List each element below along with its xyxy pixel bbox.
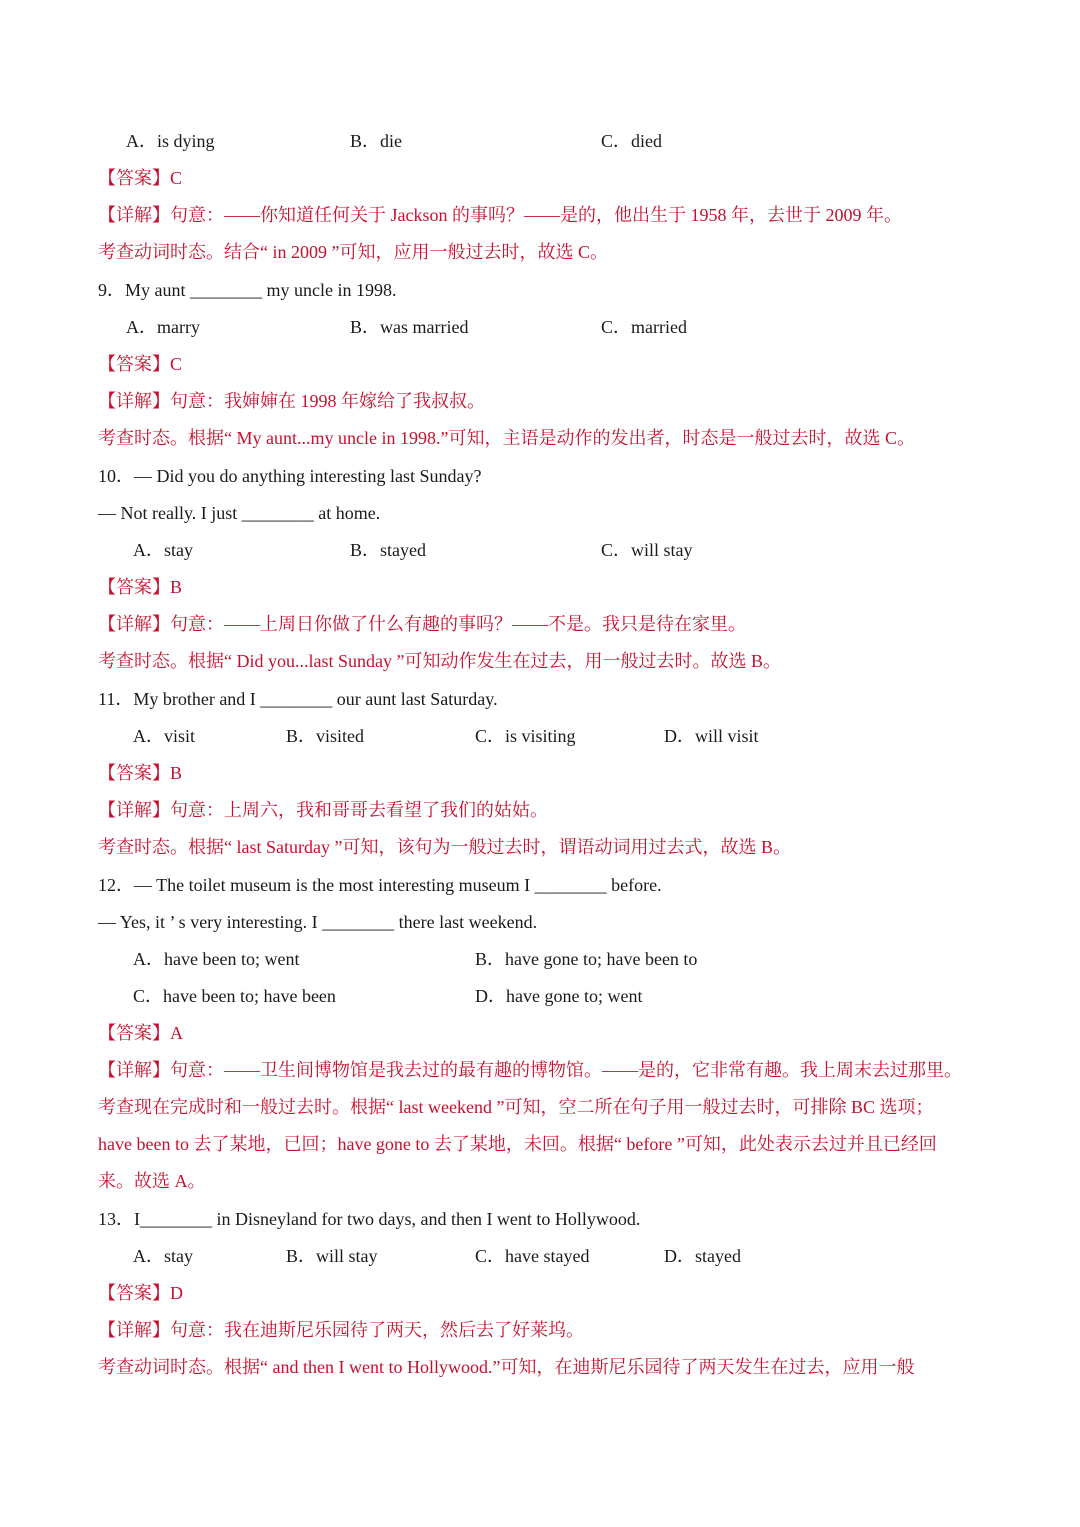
q10-option-a: A．stay: [133, 540, 193, 560]
q12-option-d: D．have gone to; went: [475, 986, 643, 1006]
q11-explain-2: 考查时态。根据“ last Saturday ”可知，该句为一般过去时，谓语动词用过去式，故选 B。: [98, 837, 791, 857]
q11-explain-1: 【详解】句意：上周六，我和哥哥去看望了我们的姑姑。: [98, 800, 548, 820]
q11-option-c: C．is visiting: [475, 726, 576, 746]
q8-option-b: B．die: [350, 131, 402, 151]
q12-answer: 【答案】A: [98, 1023, 183, 1043]
q9-explain-2: 考查时态。根据“ My aunt...my uncle in 1998.”可知，主语是动作的发出者，时态是一般过去时，故选 C。: [98, 428, 915, 448]
q8-answer: 【答案】C: [98, 168, 183, 188]
q10-answer: 【答案】B: [98, 577, 183, 597]
q9-stem: 9．My aunt ________ my uncle in 1998.: [98, 280, 397, 300]
q10-option-c: C．will stay: [601, 540, 693, 560]
q13-explain-2: 考查动词时态。根据“ and then I went to Hollywood.”可知，在迪斯尼乐园待了两天发生在过去，应用一般: [98, 1357, 915, 1377]
q11-answer: 【答案】B: [98, 763, 183, 783]
q10-stem-1: 10．— Did you do anything interesting last Sunday?: [98, 466, 482, 486]
q8-explain-1: 【详解】句意：——你知道任何关于 Jackson 的事吗？——是的，他出生于 1958 年，去世于 2009 年。: [98, 205, 902, 225]
q13-option-c: C．have stayed: [475, 1246, 590, 1266]
q13-stem: 13．I________ in Disneyland for two days, and then I went to Hollywood.: [98, 1209, 641, 1229]
q8-explain-2: 考查动词时态。结合“ in 2009 ”可知，应用一般过去时，故选 C。: [98, 242, 608, 262]
q9-option-c: C．married: [601, 317, 687, 337]
q12-explain-1: 【详解】句意：——卫生间博物馆是我去过的最有趣的博物馆。——是的，它非常有趣。我上周末去过那里。: [98, 1060, 962, 1080]
q13-option-d: D．stayed: [664, 1246, 741, 1266]
q9-option-a: A．marry: [126, 317, 200, 337]
q9-answer: 【答案】C: [98, 354, 183, 374]
q9-option-b: B．was married: [350, 317, 469, 337]
q12-explain-4: 来。故选 A。: [98, 1171, 206, 1191]
q12-stem-1: 12．— The toilet museum is the most interesting museum I ________ before.: [98, 875, 662, 895]
q11-option-b: B．visited: [286, 726, 365, 746]
q10-option-b: B．stayed: [350, 540, 426, 560]
q13-option-b: B．will stay: [286, 1246, 378, 1266]
q13-option-a: A．stay: [133, 1246, 193, 1266]
q12-explain-3: have been to 去了某地，已回；have gone to 去了某地，未回。根据“ before ”可知，此处表示去过并且已经回: [98, 1134, 937, 1154]
q10-explain-1: 【详解】句意：——上周日你做了什么有趣的事吗？——不是。我只是待在家里。: [98, 614, 746, 634]
q12-explain-2: 考查现在完成时和一般过去时。根据“ last weekend ”可知，空二所在句子用一般过去时，可排除 BC 选项；: [98, 1097, 934, 1117]
q11-option-a: A．visit: [133, 726, 196, 746]
q12-option-c: C．have been to; have been: [133, 986, 336, 1006]
q11-stem: 11．My brother and I ________ our aunt last Saturday.: [98, 689, 498, 709]
q12-option-a: A．have been to; went: [133, 949, 300, 969]
q8-option-c: C．died: [601, 131, 662, 151]
q10-explain-2: 考查时态。根据“ Did you...last Sunday ”可知动作发生在过去，用一般过去时。故选 B。: [98, 651, 781, 671]
q10-stem-2: — Not really. I just ________ at home.: [98, 503, 381, 523]
q8-option-a: A．is dying: [126, 131, 215, 151]
q12-option-b: B．have gone to; have been to: [475, 949, 698, 969]
q9-explain-1: 【详解】句意：我婶婶在 1998 年嫁给了我叔叔。: [98, 391, 485, 411]
q13-explain-1: 【详解】句意：我在迪斯尼乐园待了两天，然后去了好莱坞。: [98, 1320, 584, 1340]
q13-answer: 【答案】D: [98, 1283, 183, 1303]
q12-stem-2: — Yes, it ’ s very interesting. I ________ there last weekend.: [98, 912, 538, 932]
q11-option-d: D．will visit: [664, 726, 759, 746]
